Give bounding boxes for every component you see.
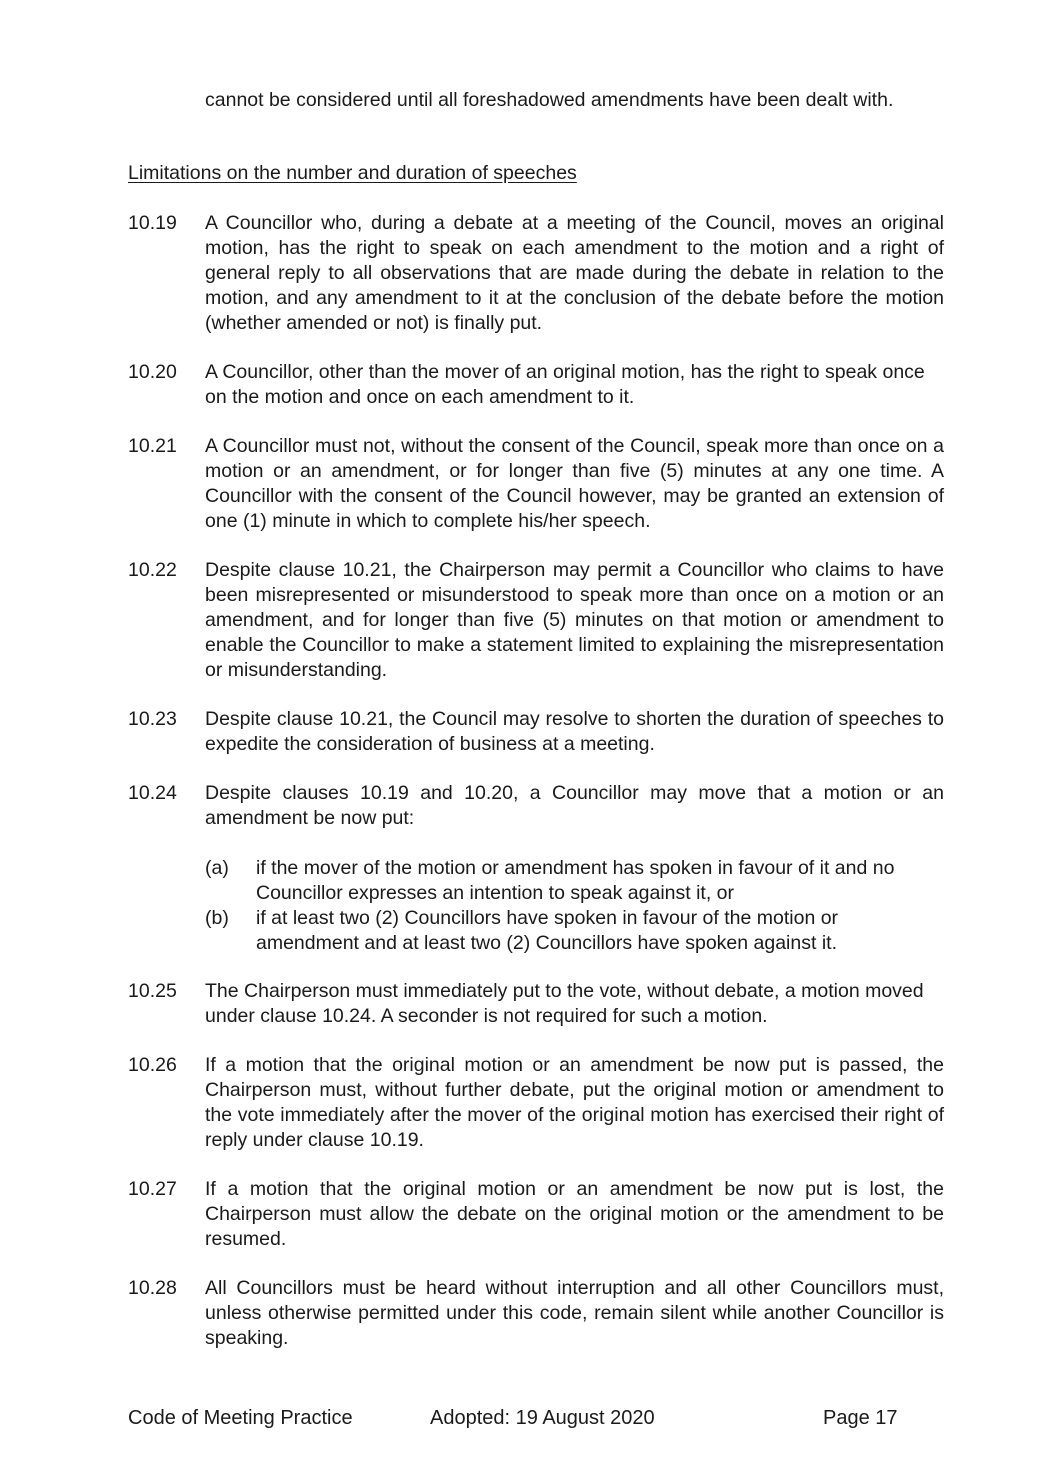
footer-page-number: Page 17: [823, 1407, 898, 1429]
clause-number: 10.28: [128, 1277, 177, 1299]
clause-number: 10.19: [128, 212, 177, 234]
clause-text: Despite clause 10.21, the Council may resolve to shorten the duration of speeches to expedite the consideration of business at a meeting.: [205, 708, 944, 755]
clause-text: Despite clauses 10.19 and 10.20, a Councillor may move that a motion or an amendment be now put:: [205, 782, 944, 829]
clause-10-20: [128, 360, 944, 410]
section-heading: Limitations on the number and duration of speeches: [128, 162, 577, 184]
sub-item-text: if the mover of the motion or amendment has spoken in favour of it and no Councillor expresses an intention to speak against it, or: [256, 857, 895, 904]
footer-document-title: Code of Meeting Practice: [128, 1407, 353, 1429]
clause-text: All Councillors must be heard without interruption and all other Councillors must, unless otherwise permitted under this code, remain silent while another Councillor is speaking.: [205, 1277, 944, 1349]
sub-item-text: if at least two (2) Councillors have spoken in favour of the motion or amendment and at least two (2) Councillors have spoken against it.: [256, 907, 839, 954]
clause-number: 10.22: [128, 559, 177, 581]
clause-10-25: [128, 979, 944, 1029]
sub-item-label: (b): [205, 907, 229, 929]
clause-10-26: [128, 1053, 944, 1153]
sub-item-label: (a): [205, 857, 229, 879]
sub-item-list: [205, 856, 944, 956]
clause-text: If a motion that the original motion or an amendment be now put is passed, the Chairperson must, without further debate, put the original motion or amendment to the vote immediately after the mover of the original motion has exercised their right of reply under clause 10.19.: [205, 1054, 944, 1151]
clause-number: 10.21: [128, 435, 177, 457]
clause-text: Despite clause 10.21, the Chairperson may permit a Councillor who claims to have been misrepresented or misunderstood to speak more than once on a motion or an amendment, and for longer than five (5) minutes on that motion or amendment to enable the Councillor to make a statement limited to explaining the misrepresentation or misunderstanding.: [205, 559, 944, 681]
clause-10-19: [128, 211, 944, 336]
clause-number: 10.23: [128, 708, 177, 730]
sub-item-a: [205, 856, 944, 906]
sub-item-b: [205, 906, 944, 956]
clause-10-22: [128, 558, 944, 683]
clause-10-23: [128, 707, 944, 757]
clause-number: 10.27: [128, 1178, 177, 1200]
clause-text: The Chairperson must immediately put to the vote, without debate, a motion moved under clause 10.24. A seconder is not required for such a motion.: [205, 980, 924, 1027]
footer-adopted-date: Adopted: 19 August 2020: [430, 1407, 655, 1429]
clause-number: 10.20: [128, 361, 177, 383]
clause-text: If a motion that the original motion or an amendment be now put is lost, the Chairperson must allow the debate on the original motion or the amendment to be resumed.: [205, 1178, 944, 1250]
clause-10-24: [128, 781, 944, 956]
clause-number: 10.24: [128, 782, 177, 804]
clause-text: A Councillor, other than the mover of an original motion, has the right to speak once on the motion and once on each amendment to it.: [205, 361, 925, 408]
clause-10-21: [128, 434, 944, 534]
clause-number: 10.25: [128, 980, 177, 1002]
clause-text: A Councillor must not, without the consent of the Council, speak more than once on a motion or an amendment, or for longer than five (5) minutes at any one time. A Councillor with the consent of the Council however, may be granted an extension of one (1) minute in which to complete his/her speech.: [205, 435, 944, 532]
clause-text: A Councillor who, during a debate at a meeting of the Council, moves an original motion, has the right to speak on each amendment to the motion and a right of general reply to all observations that are made during the debate in relation to the motion, and any amendment to it at the conclusion of the debate before the motion (whether amended or not) is finally put.: [205, 212, 944, 334]
clause-10-28: [128, 1276, 944, 1351]
clause-10-27: [128, 1177, 944, 1252]
continuation-text: cannot be considered until all foreshadowed amendments have been dealt with.: [205, 89, 894, 111]
clause-number: 10.26: [128, 1054, 177, 1076]
